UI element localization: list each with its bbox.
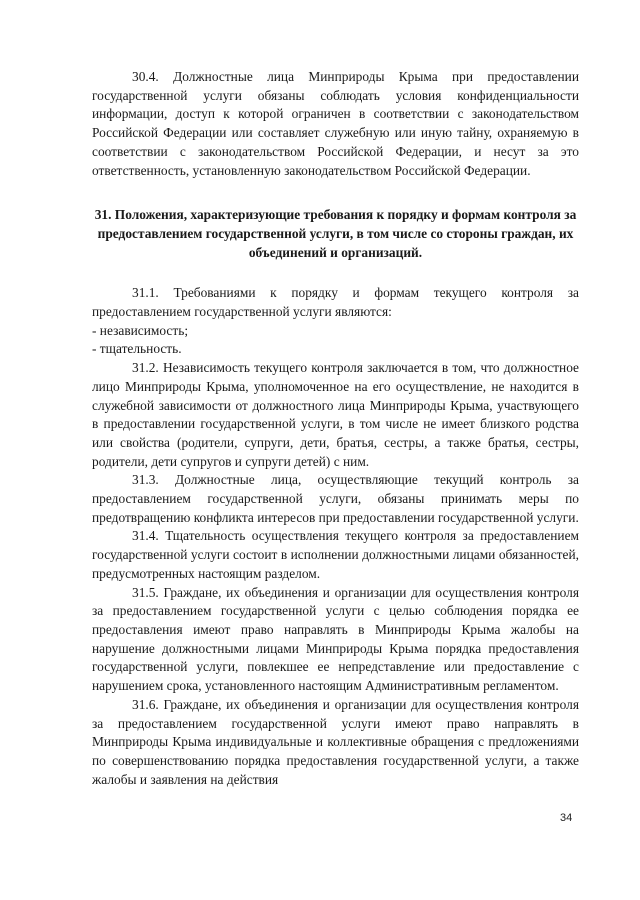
list-item-independence: - независимость; — [92, 322, 189, 338]
paragraph-31-2: 31.2. Независимость текущего контроля заключается в том, что должностное лицо Минприроды Крыма, уполномоченное на его осуществление, не находится в служебной зависимости от должностного лица Минприроды Крыма, участвующего в предоставлении государственной услуги, в том числе не имеет близкого родства или свойства (родители, супруги, дети, братья, сестры, а также братья, сестры, родители, дети супругов и супруги детей) с ним. — [92, 360, 579, 469]
page-number: 34 — [560, 812, 573, 824]
list-item-thoroughness: - тщательность. — [92, 341, 182, 357]
paragraph-31-3: 31.3. Должностные лица, осуществляющие текущий контроль за предоставлением государственной услуги, обязаны принимать меры по предотвращению конфликта интересов при предоставлении государственной услуги. — [92, 472, 579, 525]
paragraph-31-4: 31.4. Тщательность осуществления текущего контроля за предоставлением государственной услуги состоит в исполнении должностными лицами обязанностей, предусмотренных настоящим разделом. — [92, 528, 579, 581]
paragraph-31-1: 31.1. Требованиями к порядку и формам текущего контроля за предоставлением государственной услуги являются: — [92, 285, 579, 320]
paragraph-31-6: 31.6. Граждане, их объединения и организации для осуществления контроля за предоставлением государственной услуги имеют право направлять в Минприроды Крыма индивидуальные и коллективные обращения с предложениями по совершенствованию порядка предоставления государственной услуги, а также жалобы и заявления на действия — [92, 696, 579, 787]
paragraph-30-4: 30.4. Должностные лица Минприроды Крыма при предоставлении государственной услуги обязаны соблюдать условия конфиденциальности информации, доступ к которой ограничен в соответствии с законодательством Российской Федерации или составляет служебную или иную тайну, охраняемую в соответствии с законодательством Российской Федерации, и несут за это ответственность, установленную законодательством Российской Федерации. — [92, 69, 579, 178]
document-page — [92, 68, 579, 789]
paragraph-31-5: 31.5. Граждане, их объединения и организации для осуществления контроля за предоставлением государственной услуги с целью соблюдения порядка ее предоставления имеют право направлять в Минприроды Крыма жалобы на нарушение должностными лицами Минприроды Крыма порядка предоставления государственной услуги, повлекшее ее непредставление или предоставление с нарушением срока, установленного настоящим Административным регламентом. — [92, 584, 579, 694]
section-heading-31: 31. Положения, характеризующие требования к порядку и формам контроля за предоставлением государственной услуги, в том числе со стороны граждан, их объединений и организаций. — [94, 207, 577, 260]
